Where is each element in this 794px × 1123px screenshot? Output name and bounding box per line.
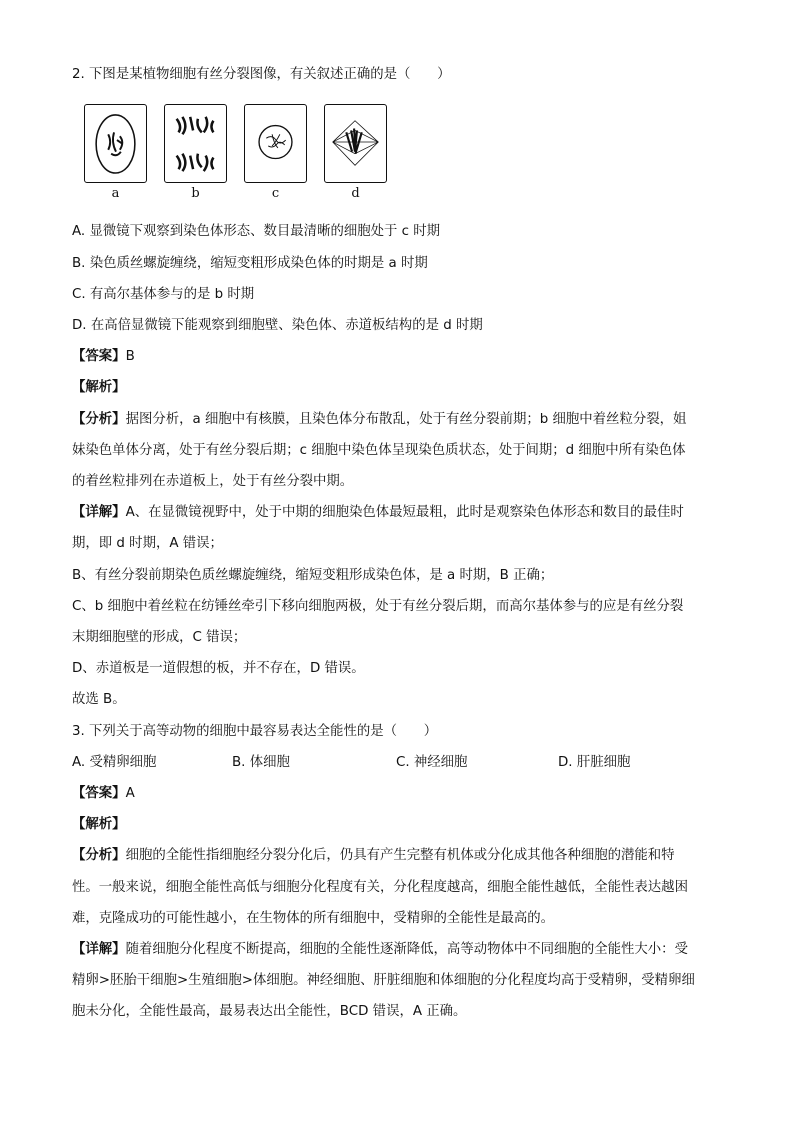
figure-label-d: d [351, 186, 360, 201]
q3-choices [72, 753, 734, 773]
answer-tag: 【答案】 [72, 349, 126, 364]
cell-a-image [84, 104, 147, 183]
q2-option-c: C. 有高尔基体参与的是 b 时期 [72, 287, 255, 302]
cell-b-image [164, 104, 227, 183]
q3-stem: 3. 下列关于高等动物的细胞中最容易表达全能性的是（ ） [72, 724, 438, 739]
answer-value: A [125, 786, 135, 801]
cell-d-image [324, 104, 387, 183]
q3-choice-d: D. 肝脏细胞 [558, 755, 631, 770]
q2-option-a: A. 显微镜下观察到染色体形态、数目最清晰的细胞处于 c 时期 [72, 224, 441, 239]
analysis-line: 【分析】据图分析，a 细胞中有核膜，且染色体分布散乱，处于有丝分裂前期；b 细胞中着丝粒分裂，姐 [72, 412, 687, 427]
figure-label-b: b [191, 186, 200, 201]
q3-choice-a: A. 受精卵细胞 [72, 755, 157, 770]
q2-stem: 2. 下图是某植物细胞有丝分裂图像，有关叙述正确的是（ ） [72, 67, 451, 82]
analysis-line: 的着丝粒排列在赤道板上，处于有丝分裂中期。 [72, 474, 354, 489]
figure-label-c: c [271, 186, 280, 201]
analysis-line: 难，克隆成功的可能性越小，在生物体的所有细胞中，受精卵的全能性是最高的。 [72, 911, 555, 926]
analysis-line: 期，即 d 时期，A 错误； [72, 536, 223, 551]
analysis-line: 【详解】随着细胞分化程度不断提高，细胞的全能性逐渐降低，高等动物体中不同细胞的全能性大小：受 [72, 942, 688, 957]
mitosis-figure [84, 104, 404, 210]
q2-option-b: B. 染色质丝螺旋缠绕，缩短变粗形成染色体的时期是 a 时期 [72, 256, 428, 271]
analysis-line: C、b 细胞中着丝粒在纺锤丝牵引下移向细胞两极，处于有丝分裂后期，而高尔基体参与的应是有丝分裂 [72, 599, 684, 614]
q2-analysis-heading: 【解析】 [72, 380, 126, 395]
analysis-line: 【详解】A、在显微镜视野中，处于中期的细胞染色体最短最粗，此时是观察染色体形态和数目的最佳时 [72, 505, 684, 520]
answer-tag: 【答案】 [72, 786, 126, 801]
analysis-line: 胞未分化，全能性最高，最易表达出全能性，BCD 错误，A 正确。 [72, 1004, 467, 1019]
q2-option-d: D. 在高倍显微镜下能观察到细胞壁、染色体、赤道板结构的是 d 时期 [72, 318, 483, 333]
q2-answer [72, 347, 734, 367]
analysis-line: D、赤道板是一道假想的板，并不存在，D 错误。 [72, 661, 365, 676]
analysis-line: 末期细胞壁的形成，C 错误； [72, 630, 247, 645]
analysis-line: 性。一般来说，细胞全能性高低与细胞分化程度有关，分化程度越高，细胞全能性越低，全能性表达越困 [72, 880, 688, 895]
q3-analysis-heading: 【解析】 [72, 817, 126, 832]
analysis-line: 故选 B。 [72, 692, 126, 707]
q3-choice-c: C. 神经细胞 [396, 755, 468, 770]
answer-value: B [125, 349, 135, 364]
analysis-line: 【分析】细胞的全能性指细胞经分裂分化后，仍具有产生完整有机体或分化成其他各种细胞的潜能和特 [72, 848, 675, 863]
analysis-line: 精卵>胚胎干细胞>生殖细胞>体细胞。神经细胞、肝脏细胞和体细胞的分化程度均高于受精卵，受精卵细 [72, 973, 695, 988]
q3-choice-b: B. 体细胞 [232, 755, 290, 770]
analysis-line: B、有丝分裂前期染色质丝螺旋缠绕，缩短变粗形成染色体，是 a 时期，B 正确； [72, 568, 554, 583]
q3-answer [72, 784, 734, 804]
analysis-line: 妹染色单体分离，处于有丝分裂后期；c 细胞中染色体呈现染色质状态，处于间期；d 细胞中所有染色体 [72, 443, 686, 458]
figure-label-a: a [111, 186, 120, 201]
cell-c-image [244, 104, 307, 183]
